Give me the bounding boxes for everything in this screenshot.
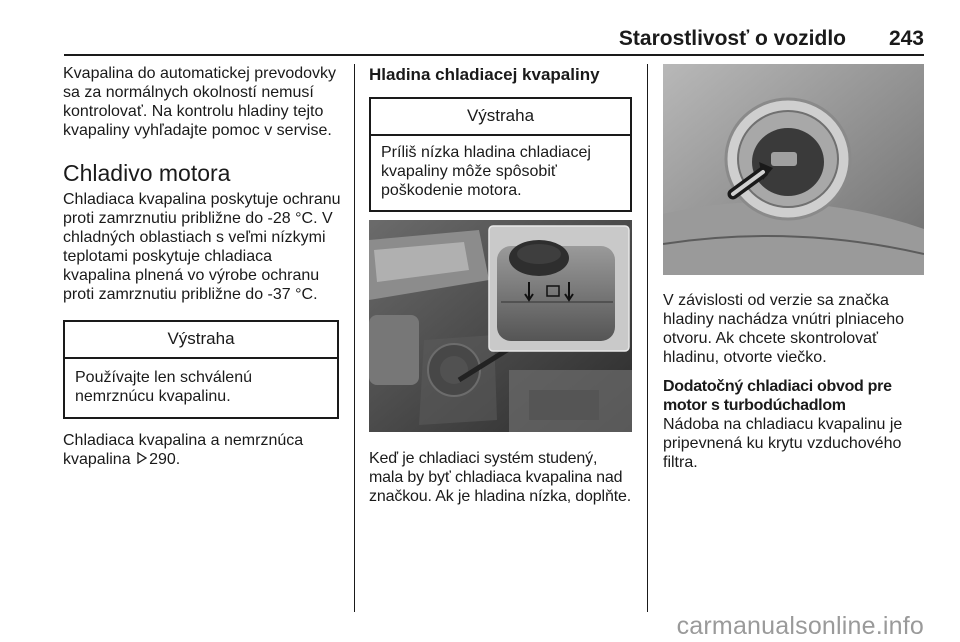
section-heading-coolant-level: Hladina chladiacej kvapaliny — [369, 65, 600, 84]
engine-bay-illustration — [369, 220, 632, 432]
warning-text: Príliš nízka hladina chladiacej kvapaliny môže spôsobiť poškodenie motora. — [381, 144, 591, 199]
page-reference-arrow-icon — [137, 450, 147, 469]
warning-box-antifreeze — [63, 320, 339, 419]
warning-box-coolant-level — [369, 97, 632, 212]
filler-neck-photo — [663, 64, 924, 275]
section-heading-engine-coolant: Chladivo motora — [63, 160, 231, 186]
reference-text: Chladiaca kvapalina a nemrznúca kvapalina — [63, 432, 304, 468]
filler-mark-paragraph: V závislosti od verzie sa značka hladiny nachádza vnútri plniaceho otvoru. Ak chcete skontrolovať hladinu, otvorte viečko. — [663, 292, 905, 366]
coolant-reservoir-photo — [369, 220, 632, 432]
right-column — [663, 64, 928, 472]
transmission-fluid-paragraph: Kvapalina do automatickej prevodovky sa za normálnych okolností nemusí kontrolovať. Na kontrolu hladiny tejto kvapaliny vyhľadajte pomoc v servise. — [63, 65, 337, 139]
page-reference-link[interactable]: 290. — [149, 451, 181, 468]
coolant-reference-paragraph — [63, 431, 341, 469]
section-heading-turbo-circuit: Dodatočný chladiaci obvod pre motor s turbodúchadlom — [663, 378, 892, 414]
left-column — [63, 64, 341, 469]
warning-title: Výstraha — [65, 322, 337, 359]
header-rule — [64, 54, 924, 56]
warning-text: Používajte len schválenú nemrznúcu kvapalinu. — [75, 369, 252, 405]
column-divider-left — [354, 64, 355, 612]
warning-title: Výstraha — [371, 99, 630, 136]
coolant-protection-paragraph: Chladiaca kvapalina poskytuje ochranu proti zamrznutiu približne do -28 °C. V chladných oblastiach s veľmi nízkymi teplotami poskytuje chladiaca kvapalina plnená vo výrobe ochranu proti zamrznutiu približne do -37 °C. — [63, 191, 341, 303]
middle-column — [369, 64, 634, 506]
running-header-title: Starostlivosť o vozidlo — [618, 27, 846, 50]
turbo-reservoir-paragraph: Nádoba na chladiacu kvapalinu je pripevnená ku krytu vzduchového filtra. — [663, 416, 903, 471]
filler-neck-illustration — [663, 64, 924, 275]
watermark: carmanualsonline.info — [676, 612, 924, 640]
column-divider-right — [647, 64, 648, 612]
coolant-level-caption: Keď je chladiaci systém studený, mala by byť chladiaca kvapalina nad značkou. Ak je hladina nízka, doplňte. — [369, 450, 632, 505]
page-number: 243 — [888, 27, 924, 50]
